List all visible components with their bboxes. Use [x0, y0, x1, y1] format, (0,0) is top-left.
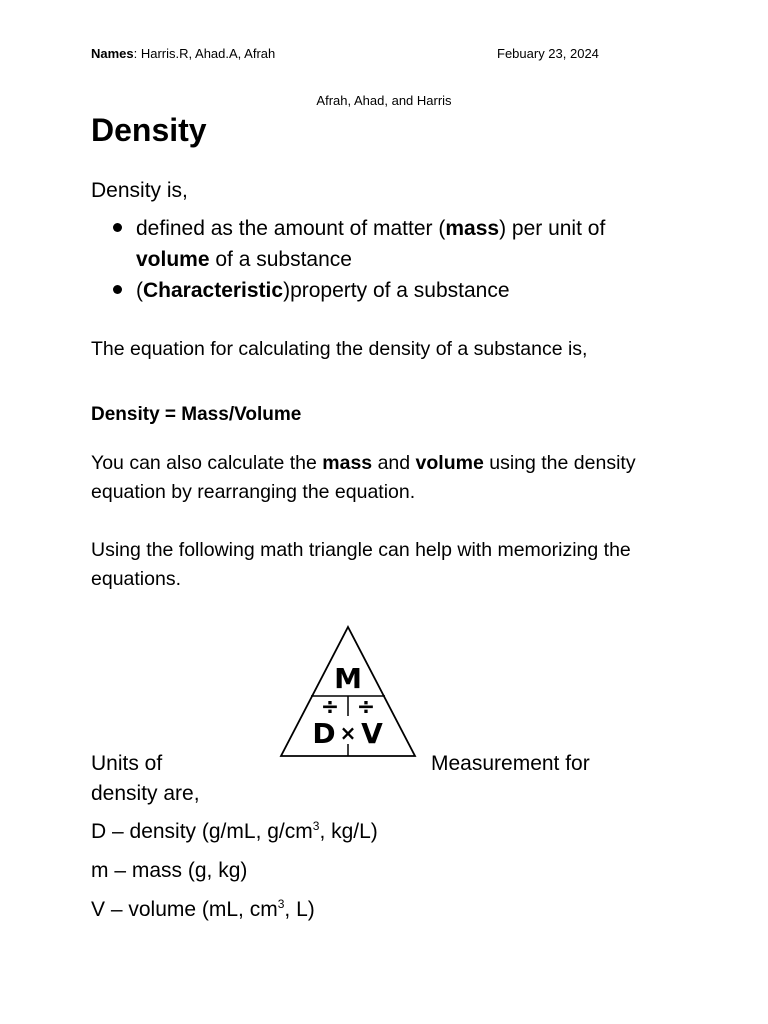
math-triangle-diagram	[278, 624, 418, 758]
times-icon: ×	[339, 721, 357, 745]
mass-units-line: m – mass (g, kg)	[91, 859, 248, 882]
page-title: Density	[91, 112, 207, 148]
bullet-icon	[113, 285, 122, 294]
triangle-paragraph: Using the following math triangle can help with memorizing the equations.	[91, 539, 631, 590]
divide-icon: ÷	[320, 695, 340, 720]
units-text-right: Measurement for	[431, 752, 590, 775]
triangle-density-letter: D	[312, 717, 336, 750]
triangle-volume-letter: V	[361, 717, 383, 750]
equation-intro: The equation for calculating the density of a substance is,	[91, 338, 588, 360]
bullet-icon	[113, 223, 122, 232]
authors-line: Afrah, Ahad, and Harris	[316, 93, 452, 108]
header-names	[91, 46, 275, 61]
divide-icon: ÷	[356, 695, 376, 720]
list-item: defined as the amount of matter (mass) per unit of volume of a substance	[91, 213, 671, 275]
density-units-line: D – density (g/mL, $g/cm^3$, kg/L)	[91, 819, 378, 843]
names-label: Names	[91, 46, 134, 61]
triangle-mass-letter: M	[334, 662, 362, 695]
calc-paragraph: You can also calculate the mass and volume using the density equation by rearranging the equation.	[91, 452, 636, 503]
header-date: Febuary 23, 2024	[497, 46, 599, 61]
units-text-left: Units of	[91, 752, 163, 775]
intro-text: Density is,	[91, 179, 188, 202]
definition-list	[91, 213, 671, 306]
volume-units-line: V – volume (mL, $cm^3$, L)	[91, 897, 315, 921]
names-value: : Harris.R, Ahad.A, Afrah	[133, 46, 276, 61]
units-text-continuation: density are,	[91, 782, 200, 805]
density-formula: Density = Mass/Volume	[91, 404, 302, 425]
list-item: (Characteristic)property of a substance	[91, 275, 671, 306]
